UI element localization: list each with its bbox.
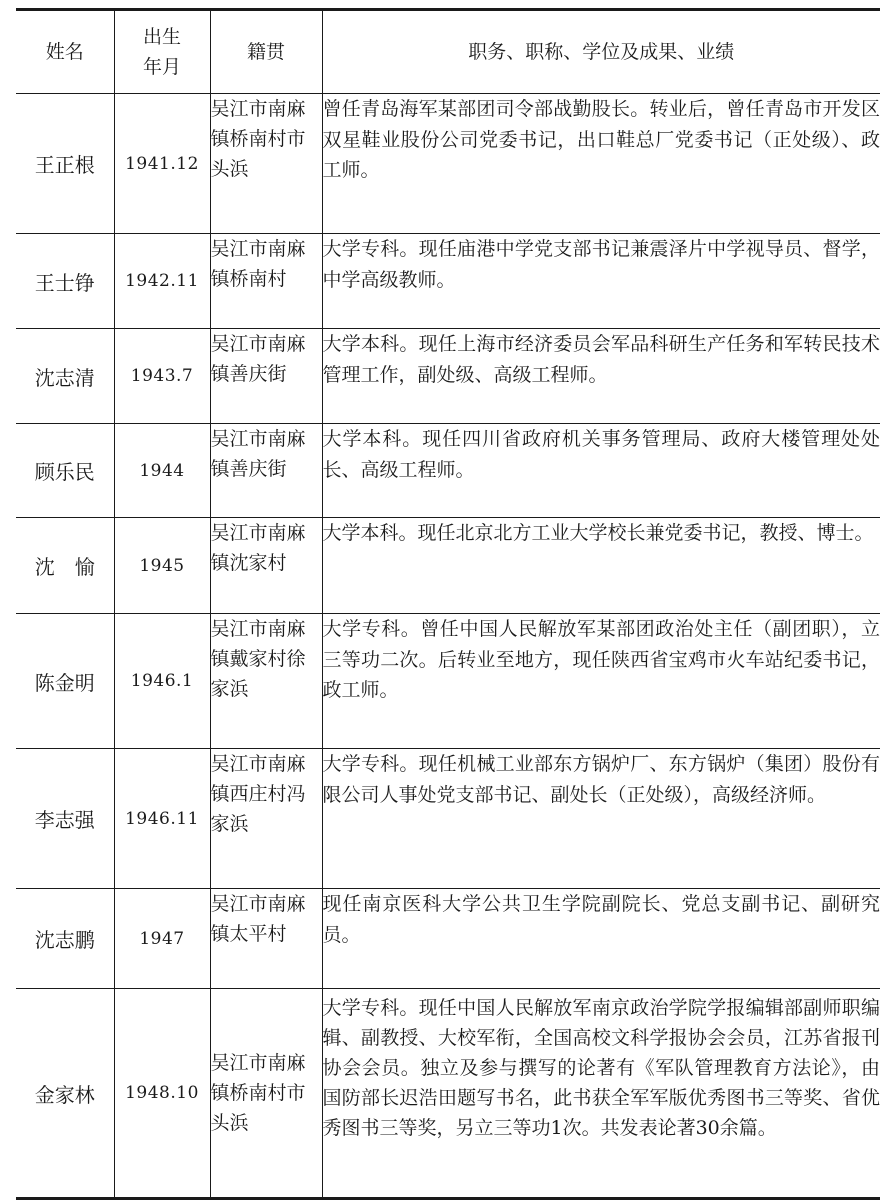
header-birth-label: 出生年月 [142,26,181,78]
table-row [16,234,880,329]
page [16,8,880,1200]
cell-native-place [210,329,322,424]
duty-text: 大学专科。曾任中国人民解放军某部团政治处主任（副团职），立三等功二次。后转业至地方，现任陕西省宝鸡市火车站纪委书记，政工师。 [322,618,880,701]
header-birth [114,10,210,94]
header-native-place: 籍贯 [210,10,322,94]
cell-native-place [210,614,322,749]
cell-name: 沈 愉 [16,518,114,614]
cell-birth: 1948.10 [114,989,210,1199]
native-place-text: 吴江市南麻镇沈家村 [210,522,306,574]
native-place-text: 吴江市南麻镇桥南村市头浜 [210,98,306,180]
cell-duty [322,329,880,424]
cell-duty [322,989,880,1199]
cell-name: 王正根 [16,94,114,234]
cell-native-place [210,989,322,1199]
cell-birth: 1941.12 [114,94,210,234]
duty-text: 大学本科。现任北京北方工业大学校长兼党委书记，教授、博士。 [322,522,874,544]
native-place-text: 吴江市南麻镇太平村 [210,893,306,945]
duty-text: 大学本科。现任上海市经济委员会军品科研生产任务和军转民技术管理工作，副处级、高级工程师。 [322,333,880,386]
cell-name: 王士铮 [16,234,114,329]
cell-name: 陈金明 [16,614,114,749]
duty-text: 大学专科。现任中国人民解放军南京政治学院学报编辑部副师职编辑、副教授、大校军衔，全国高校文科学报协会会员，江苏省报刊协会会员。独立及参与撰写的论著有《军队管理教育方法论》，由国防部长迟浩田题写书名，此书获全军军版优秀图书三等奖、省优秀图书三等奖，另立三等功1次。共发表论著30余篇。 [322,997,880,1139]
cell-name: 李志强 [16,749,114,889]
cell-duty [322,889,880,989]
personnel-table [16,8,880,1200]
duty-text: 现任南京医科大学公共卫生学院副院长、党总支副书记、副研究员。 [322,893,880,946]
duty-text: 大学本科。现任四川省政府机关事务管理局、政府大楼管理处处长、高级工程师。 [322,428,880,481]
cell-native-place [210,424,322,518]
native-place-text: 吴江市南麻镇桥南村 [210,238,306,290]
cell-birth: 1946.1 [114,614,210,749]
cell-birth: 1947 [114,889,210,989]
native-place-text: 吴江市南麻镇戴家村徐家浜 [210,618,306,700]
cell-duty [322,94,880,234]
table-header-row [16,10,880,94]
table-row [16,989,880,1199]
cell-birth: 1943.7 [114,329,210,424]
native-place-text: 吴江市南麻镇善庆街 [210,333,306,385]
cell-birth: 1946.11 [114,749,210,889]
cell-duty [322,424,880,518]
cell-native-place [210,749,322,889]
cell-birth: 1945 [114,518,210,614]
cell-birth: 1944 [114,424,210,518]
duty-text: 大学专科。现任机械工业部东方锅炉厂、东方锅炉（集团）股份有限公司人事处党支部书记、副处长（正处级），高级经济师。 [322,753,880,806]
table-row [16,518,880,614]
table-row [16,94,880,234]
cell-native-place [210,94,322,234]
cell-duty [322,234,880,329]
cell-name: 沈志鹏 [16,889,114,989]
table-row [16,329,880,424]
cell-name: 沈志清 [16,329,114,424]
header-duty: 职务、职称、学位及成果、业绩 [322,10,880,94]
table-row [16,614,880,749]
table-row [16,749,880,889]
cell-native-place [210,234,322,329]
table-row [16,889,880,989]
cell-name: 顾乐民 [16,424,114,518]
native-place-text: 吴江市南麻镇善庆街 [210,428,306,480]
cell-birth: 1942.11 [114,234,210,329]
native-place-text: 吴江市南麻镇桥南村市头浜 [210,1052,306,1134]
cell-native-place [210,889,322,989]
duty-text: 大学专科。现任庙港中学党支部书记兼震泽片中学视导员、督学，中学高级教师。 [322,238,880,291]
cell-duty [322,749,880,889]
table-row [16,424,880,518]
header-name: 姓名 [16,10,114,94]
cell-duty [322,614,880,749]
native-place-text: 吴江市南麻镇西庄村冯家浜 [210,753,306,835]
duty-text: 曾任青岛海军某部团司令部战勤股长。转业后，曾任青岛市开发区双星鞋业股份公司党委书记，出口鞋总厂党委书记（正处级）、政工师。 [322,98,880,181]
cell-duty [322,518,880,614]
cell-name: 金家林 [16,989,114,1199]
cell-native-place [210,518,322,614]
